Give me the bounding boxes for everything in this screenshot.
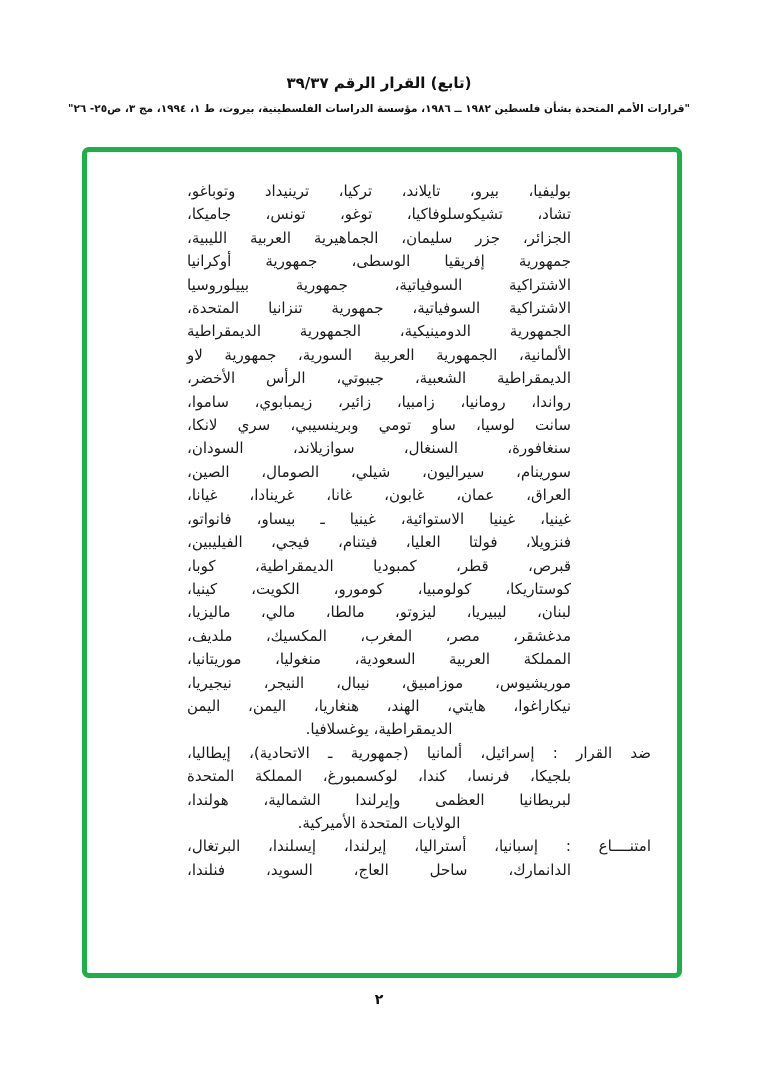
- text-line: موريشيوس، موزامبيق، نيبال، النيجر، نيجيريا،: [187, 673, 571, 692]
- text-line: لبنان، ليبيريا، ليزوتو، مالطا، مالي، ماليزيا،: [187, 603, 571, 622]
- text-line: تشاد، تشيكوسلوفاكيا، توغو، تونس، جاميكا،: [187, 205, 571, 224]
- text-line: الديمقراطية الشعبية، جيبوتي، الرأس الأخضر،: [187, 369, 571, 388]
- green-border-frame: [82, 147, 682, 978]
- text-line: مدغشقر، مصر، المغرب، المكسيك، ملديف،: [187, 626, 571, 645]
- text-line: غينيا، غينيا الاستوائية، غينيا ـ بيساو، فانواتو،: [187, 509, 571, 528]
- text-line: الدانمارك، ساحل العاج، السويد، فنلندا،: [187, 860, 571, 879]
- body-text: [87, 152, 677, 882]
- text-line: سنغافورة، السنغال، سوازيلاند، السودان،: [187, 439, 571, 458]
- text-line: لبريطانيا العظمى وإيرلندا الشمالية، هولندا،: [187, 790, 571, 809]
- text-line: الديمقراطية، يوغسلافيا.: [305, 720, 453, 739]
- text-line: الجزائر، جزر سليمان، الجماهيرية العربية الليبية،: [187, 228, 571, 247]
- text-line: ضد القرار : إسرائيل، ألمانيا (جمهورية ـ الاتحادية)، إيطاليا،: [187, 743, 651, 762]
- source-citation: "قرارات الأمم المتحدة بشأن فلسطين ١٩٨٢ ــ ١٩٨٦، مؤسسة الدراسات الفلسطينية، بيروت، ط ١، ١٩٩٤، مج ٣، ص٢٥- ٢٦": [67, 103, 691, 115]
- text-line: فنزويلا، فولتا العليا، فيتنام، فيجي، الفيليبين،: [187, 533, 571, 552]
- text-line: نيكاراغوا، هايتي، الهند، هنغاريا، اليمن، اليمن: [187, 696, 571, 715]
- page-number: ٢: [374, 992, 384, 1008]
- text-line: العراق، عمان، غابون، غانا، غرينادا، غيانا،: [187, 486, 571, 505]
- text-line: سورينام، سيراليون، شيلي، الصومال، الصين،: [187, 462, 571, 481]
- text-line: امتنــــاع : إسبانيا، أستراليا، إيرلندا، إيسلندا، البرتغال،: [187, 837, 651, 856]
- text-line: الجمهورية الدومينيكية، الجمهورية الديمقراطية: [187, 322, 571, 341]
- page-title: (تابع) القرار الرقم ٣٩/٣٧: [286, 74, 472, 92]
- text-line: الاشتراكية السوفياتية، جمهورية تنزانيا المتحدة،: [187, 299, 571, 318]
- text-line: كوستاريكا، كولومبيا، كومورو، الكويت، كينيا،: [187, 579, 571, 598]
- text-line: بوليفيا، بيرو، تايلاند، تركيا، ترينيداد وتوباغو،: [187, 182, 571, 200]
- text-line: الاشتراكية السوفياتية، جمهورية بييلوروسيا: [187, 275, 571, 294]
- text-line: الألمانية، الجمهورية العربية السورية، جمهورية لاو: [187, 345, 571, 364]
- text-line: الولايات المتحدة الأميركية.: [297, 813, 461, 832]
- text-line: قبرص، قطر، كمبوديا الديمقراطية، كوبا،: [187, 556, 571, 575]
- text-line: سانت لوسيا، ساو تومي وبرينسيبي، سري لانكا،: [187, 416, 571, 435]
- text-line: المملكة العربية السعودية، منغوليا، موريتانيا،: [187, 650, 571, 669]
- text-line: جمهورية إفريقيا الوسطى، جمهورية أوكرانيا: [187, 252, 571, 271]
- text-line: رواندا، رومانيا، زامبيا، زائير، زيمبابوي، ساموا،: [187, 392, 571, 411]
- text-line: بلجيكا، فرنسا، كندا، لوكسمبورغ، المملكة المتحدة: [187, 767, 571, 786]
